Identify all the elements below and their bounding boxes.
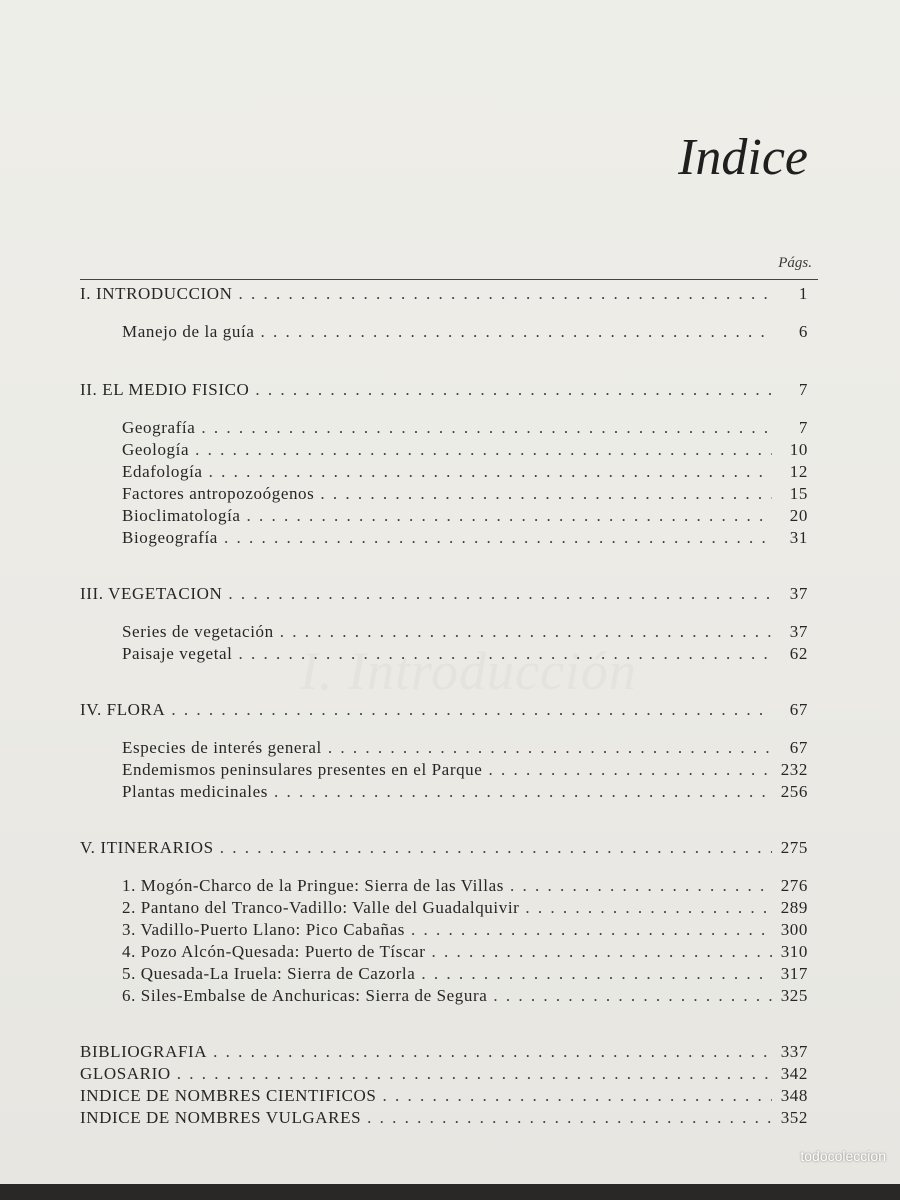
leader-dots — [228, 584, 772, 604]
spacer — [80, 666, 808, 700]
toc-page: 317 — [780, 964, 808, 983]
leader-dots — [493, 986, 772, 1006]
toc-entry-itinerario-4 — [80, 942, 808, 964]
spacer — [80, 1008, 808, 1042]
toc-entry-geografia — [80, 418, 808, 440]
toc-entry-biogeografia — [80, 528, 808, 550]
leader-dots — [220, 838, 772, 858]
leader-dots — [411, 920, 772, 940]
toc-entry-vegetacion — [80, 584, 808, 608]
toc-page: 275 — [780, 838, 808, 857]
toc-label: 6. Siles-Embalse de Anchuricas: Sierra de Segura — [122, 986, 488, 1005]
toc-label: Geografía — [122, 418, 196, 437]
toc-label: II. EL MEDIO FISICO — [80, 380, 250, 399]
toc-entry-flora — [80, 700, 808, 724]
toc-page: 67 — [789, 700, 808, 719]
leader-dots — [525, 898, 772, 918]
toc-page: 67 — [789, 738, 808, 757]
toc-page: 325 — [780, 986, 808, 1005]
toc-label: Endemismos peninsulares presentes en el Parque — [122, 760, 483, 779]
toc-entry-medicinales — [80, 782, 808, 804]
spacer — [80, 346, 808, 380]
toc-entry-itinerario-3 — [80, 920, 808, 942]
toc-page: 7 — [798, 418, 808, 437]
toc-entry-itinerario-1 — [80, 876, 808, 898]
page-title: Indice — [678, 129, 808, 186]
toc-entry-paisaje — [80, 644, 808, 666]
toc-label: BIBLIOGRAFIA — [80, 1042, 208, 1061]
leader-dots — [274, 782, 772, 802]
spacer — [80, 724, 808, 738]
toc-label: I. INTRODUCCION — [80, 284, 233, 303]
bleed-through-heading: I. Introducción — [300, 641, 637, 701]
toc-entry-geologia — [80, 440, 808, 462]
toc-page: 10 — [789, 440, 808, 459]
toc-entry-factores — [80, 484, 808, 506]
leader-dots — [201, 418, 772, 438]
toc-page: 300 — [780, 920, 808, 939]
toc-entry-itinerario-2 — [80, 898, 808, 920]
toc-page: 37 — [789, 584, 808, 603]
background-edge — [0, 1184, 900, 1200]
leader-dots — [177, 1064, 772, 1084]
toc-label: INDICE DE NOMBRES CIENTIFICOS — [80, 1086, 377, 1105]
toc-entry-endemismos — [80, 760, 808, 782]
toc-entry-indice-cientificos — [80, 1086, 808, 1108]
spacer — [80, 862, 808, 876]
toc-label: Especies de interés general — [122, 738, 322, 757]
toc-label: Edafología — [122, 462, 203, 481]
toc-label: Bioclimatología — [122, 506, 241, 525]
toc-page: 310 — [780, 942, 808, 961]
spacer — [80, 804, 808, 838]
toc-entry-itinerarios — [80, 838, 808, 862]
header-rule — [80, 279, 818, 280]
toc-page: 337 — [780, 1042, 808, 1061]
toc-label: INDICE DE NOMBRES VULGARES — [80, 1108, 362, 1127]
leader-dots — [224, 528, 772, 548]
toc-page: 348 — [780, 1086, 808, 1105]
leader-dots — [213, 1042, 772, 1062]
toc-label: Plantas medicinales — [122, 782, 268, 801]
toc-page: 37 — [789, 622, 808, 641]
leader-dots — [510, 876, 772, 896]
leader-dots — [171, 700, 772, 720]
toc-page: 6 — [798, 322, 808, 341]
leader-dots — [239, 644, 773, 664]
toc-label: Series de vegetación — [122, 622, 274, 641]
toc-entry-indice-vulgares — [80, 1108, 808, 1130]
toc-label: Manejo de la guía — [122, 322, 255, 341]
toc-entry-itinerario-6 — [80, 986, 808, 1008]
toc-entry-introduccion — [80, 284, 808, 308]
toc-page: 232 — [780, 760, 808, 779]
leader-dots — [367, 1108, 772, 1128]
toc-entry-bibliografia — [80, 1042, 808, 1064]
toc-label: Factores antropozoógenos — [122, 484, 315, 503]
toc-page: 289 — [780, 898, 808, 917]
toc-page: 31 — [789, 528, 808, 547]
leader-dots — [239, 284, 772, 304]
toc-label: Paisaje vegetal — [122, 644, 233, 663]
toc-page: 15 — [789, 484, 808, 503]
toc-label: IV. FLORA — [80, 700, 166, 719]
spacer — [80, 308, 808, 322]
toc-label: 1. Mogón-Charco de la Pringue: Sierra de las Villas — [122, 876, 504, 895]
toc-entry-medio-fisico — [80, 380, 808, 404]
leader-dots — [255, 380, 772, 400]
toc-label: V. ITINERARIOS — [80, 838, 214, 857]
toc-label: Geología — [122, 440, 190, 459]
toc-page: 20 — [789, 506, 808, 525]
table-of-contents — [80, 284, 808, 1130]
leader-dots — [320, 484, 772, 504]
toc-page: 276 — [780, 876, 808, 895]
toc-label: 2. Pantano del Tranco-Vadillo: Valle del Guadalquivir — [122, 898, 520, 917]
toc-label: Biogeografía — [122, 528, 218, 547]
toc-entry-itinerario-5 — [80, 964, 808, 986]
leader-dots — [328, 738, 772, 758]
leader-dots — [260, 322, 772, 342]
toc-label: 3. Vadillo-Puerto Llano: Pico Cabañas — [122, 920, 405, 939]
toc-entry-edafologia — [80, 462, 808, 484]
toc-page: 256 — [780, 782, 808, 801]
spacer — [80, 404, 808, 418]
leader-dots — [432, 942, 772, 962]
spacer — [80, 608, 808, 622]
toc-page: 1 — [798, 284, 808, 303]
toc-label: III. VEGETACION — [80, 584, 223, 603]
toc-label: 4. Pozo Alcón-Quesada: Puerto de Tíscar — [122, 942, 426, 961]
toc-entry-especies — [80, 738, 808, 760]
toc-page: 62 — [789, 644, 808, 663]
pages-column-label: Págs. — [778, 255, 812, 271]
leader-dots — [247, 506, 772, 526]
toc-entry-bioclimatologia — [80, 506, 808, 528]
leader-dots — [421, 964, 772, 984]
toc-page: 7 — [798, 380, 808, 399]
leader-dots — [209, 462, 772, 482]
toc-page: 342 — [780, 1064, 808, 1083]
leader-dots — [195, 440, 772, 460]
leader-dots — [488, 760, 772, 780]
toc-page: 12 — [789, 462, 808, 481]
watermark: todocoleccion — [800, 1148, 886, 1164]
leader-dots — [280, 622, 772, 642]
toc-entry-series — [80, 622, 808, 644]
toc-entry-manejo — [80, 322, 808, 346]
spacer — [80, 550, 808, 584]
toc-entry-glosario — [80, 1064, 808, 1086]
toc-label: GLOSARIO — [80, 1064, 171, 1083]
leader-dots — [383, 1086, 773, 1106]
toc-page: 352 — [780, 1108, 808, 1127]
toc-label: 5. Quesada-La Iruela: Sierra de Cazorla — [122, 964, 416, 983]
